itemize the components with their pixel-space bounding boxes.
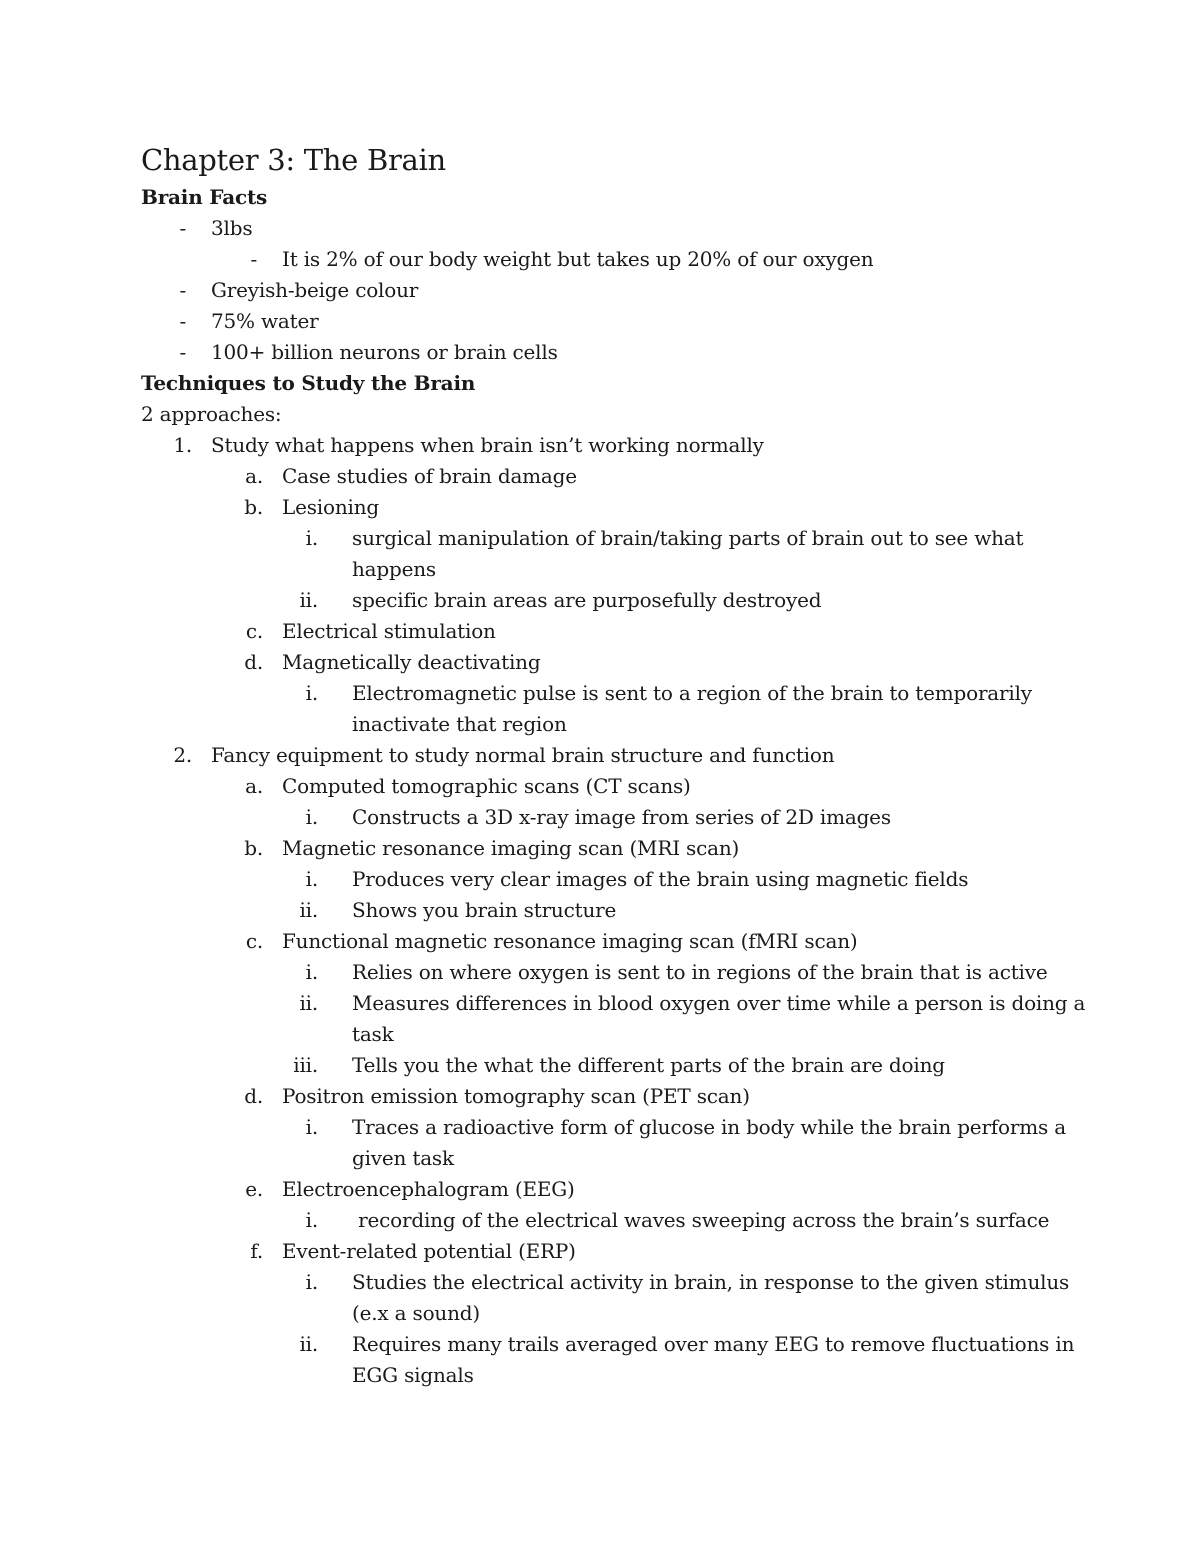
list-item-text: Requires many trails averaged over many EEG to remove fluctuations in — [352, 1332, 1075, 1356]
list-marker: iii. — [293, 1053, 318, 1077]
bullet-marker: - — [179, 340, 186, 364]
list-item-text: Electroencephalogram (EEG) — [282, 1177, 575, 1201]
list-marker: c. — [245, 619, 263, 643]
list-item-text: happens — [352, 557, 436, 581]
list-item-text: task — [352, 1022, 394, 1046]
intro-text: 2 approaches: — [141, 402, 282, 426]
list-item-text: EGG signals — [352, 1363, 474, 1387]
list-marker: ii. — [299, 898, 318, 922]
list-item-text: Fancy equipment to study normal brain structure and function — [211, 743, 835, 767]
list-item-text: specific brain areas are purposefully destroyed — [352, 588, 822, 612]
list-marker: b. — [244, 495, 263, 519]
list-item-text: Event-related potential (ERP) — [282, 1239, 576, 1263]
list-item-text: Computed tomographic scans (CT scans) — [282, 774, 691, 798]
list-item-text: inactivate that region — [352, 712, 567, 736]
list-item-text: Studies the electrical activity in brain, in response to the given stimulus — [352, 1270, 1070, 1294]
list-item-text: surgical manipulation of brain/taking parts of brain out to see what — [352, 526, 1024, 550]
list-marker: i. — [305, 526, 318, 550]
list-item-text: Shows you brain structure — [352, 898, 617, 922]
list-marker: d. — [244, 1084, 263, 1108]
list-item-text: 3lbs — [211, 216, 253, 240]
list-marker: b. — [244, 836, 263, 860]
list-marker: f. — [250, 1239, 263, 1263]
list-item-text: recording of the electrical waves sweeping across the brain’s surface — [352, 1208, 1050, 1232]
list-item-text: Constructs a 3D x-ray image from series of 2D images — [352, 805, 891, 829]
list-marker: i. — [305, 681, 318, 705]
list-marker: i. — [305, 1115, 318, 1139]
list-marker: i. — [305, 805, 318, 829]
list-marker: i. — [305, 867, 318, 891]
list-item-text: Study what happens when brain isn’t working normally — [211, 433, 764, 457]
list-marker: a. — [245, 464, 263, 488]
bullet-marker: - — [179, 278, 186, 302]
page-title: Chapter 3: The Brain — [141, 143, 446, 177]
list-item-text: Greyish-beige colour — [211, 278, 419, 302]
list-marker: i. — [305, 1208, 318, 1232]
list-item-text: given task — [352, 1146, 454, 1170]
list-item-text: Tells you the what the different parts of the brain are doing — [352, 1053, 945, 1077]
list-marker: ii. — [299, 588, 318, 612]
list-item-text: 100+ billion neurons or brain cells — [211, 340, 558, 364]
list-marker: ii. — [299, 1332, 318, 1356]
list-marker: i. — [305, 960, 318, 984]
list-marker: c. — [245, 929, 263, 953]
list-item-text: Relies on where oxygen is sent to in regions of the brain that is active — [352, 960, 1048, 984]
list-marker: d. — [244, 650, 263, 674]
list-marker: ii. — [299, 991, 318, 1015]
list-item-text: Measures differences in blood oxygen over time while a person is doing a — [352, 991, 1086, 1015]
list-item-text: Functional magnetic resonance imaging scan (fMRI scan) — [282, 929, 858, 953]
list-item-text: Electromagnetic pulse is sent to a region of the brain to temporarily — [352, 681, 1032, 705]
list-marker: e. — [245, 1177, 263, 1201]
list-marker: i. — [305, 1270, 318, 1294]
bullet-marker: - — [179, 216, 186, 240]
bullet-marker: - — [179, 309, 186, 333]
section-heading-brain-facts: Brain Facts — [141, 185, 268, 209]
list-item-text: Produces very clear images of the brain using magnetic fields — [352, 867, 969, 891]
list-item-text: Positron emission tomography scan (PET scan) — [282, 1084, 750, 1108]
list-item-text: (e.x a sound) — [352, 1301, 480, 1325]
list-item-text: Traces a radioactive form of glucose in body while the brain performs a — [352, 1115, 1066, 1139]
section-heading-techniques: Techniques to Study the Brain — [141, 371, 476, 395]
list-item-text: Electrical stimulation — [282, 619, 496, 643]
list-marker: a. — [245, 774, 263, 798]
list-item-text: Case studies of brain damage — [282, 464, 577, 488]
list-item-text: Magnetically deactivating — [282, 650, 541, 674]
bullet-marker: - — [250, 247, 257, 271]
list-marker: 1. — [173, 433, 192, 457]
list-item-text: It is 2% of our body weight but takes up 20% of our oxygen — [282, 247, 874, 271]
list-item-text: Lesioning — [282, 495, 379, 519]
list-item-text: 75% water — [211, 309, 319, 333]
list-marker: 2. — [173, 743, 192, 767]
list-item-text: Magnetic resonance imaging scan (MRI scan) — [282, 836, 740, 860]
